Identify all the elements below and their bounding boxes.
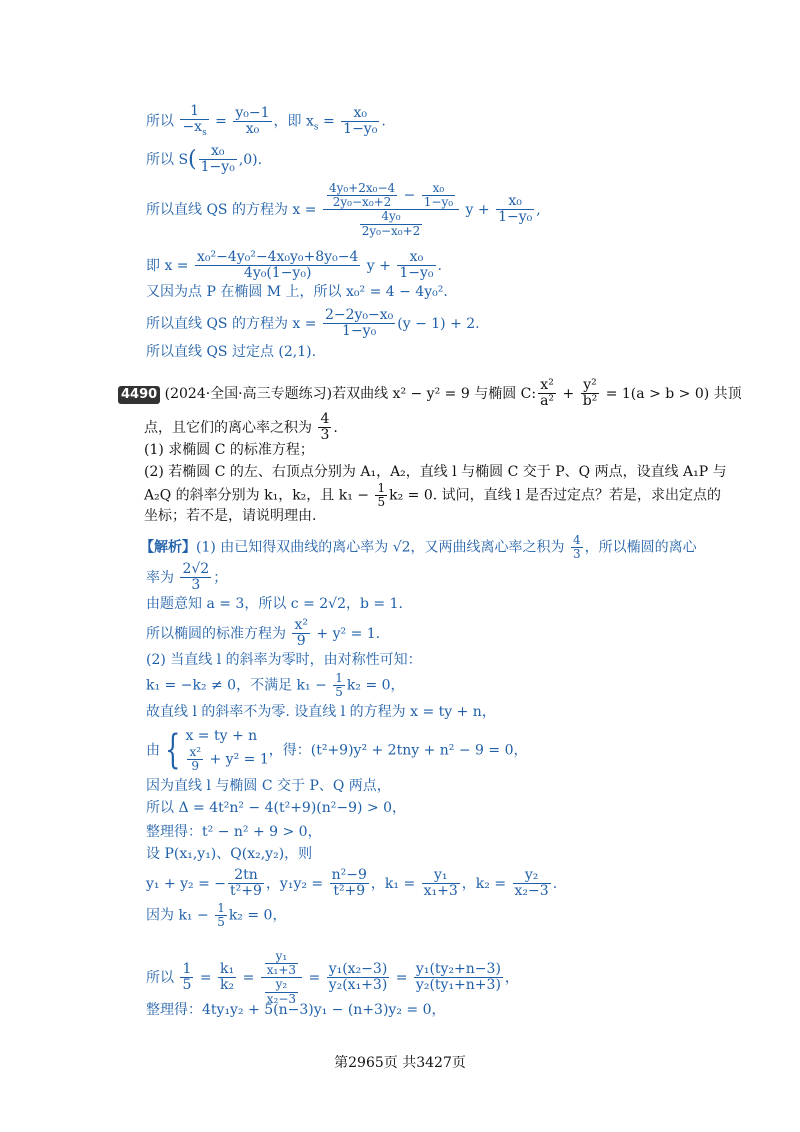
num: 1 xyxy=(182,960,192,977)
fraction xyxy=(360,210,423,237)
num: 2tn xyxy=(228,868,264,884)
question-1: (1) 求椭圆 C 的标准方程； xyxy=(144,442,314,458)
text: ，得：(t²+9)y² + 2tny + n² − 9 = 0， xyxy=(268,742,528,759)
text: 率为 xyxy=(146,569,179,586)
solution-line-14 xyxy=(146,902,286,929)
fraction xyxy=(538,378,556,410)
text: (2024·全国·高三专题练习)若双曲线 x² − y² = 9 与椭圆 C: xyxy=(164,385,537,402)
fraction xyxy=(513,868,551,900)
den: x₁+3 xyxy=(266,963,297,978)
num: y₁ xyxy=(265,950,298,964)
solution-line-4 xyxy=(146,618,380,650)
den: 2y₀−x₀+2 xyxy=(361,223,421,238)
den: y₂(ty₁+n+3) xyxy=(415,977,501,994)
text: ， xyxy=(504,969,519,986)
num: x₀ xyxy=(397,250,435,266)
solution-line-12: 设 P(x₁,y₁)、Q(x₂,y₂)，则 xyxy=(146,846,313,862)
fraction xyxy=(327,182,397,209)
fraction xyxy=(397,250,435,282)
text: , xyxy=(536,201,541,218)
den-text: −x xyxy=(182,119,203,136)
text: k₂ = 0， xyxy=(228,907,287,924)
solution-line-5: (2) 当直线 l 的斜率为零时，由对称性可知： xyxy=(146,652,422,668)
den: a² xyxy=(540,393,555,410)
fraction xyxy=(341,106,379,138)
text: + y² = 1. xyxy=(311,625,381,642)
den: x₂−3 xyxy=(514,883,549,900)
big-den xyxy=(323,210,459,237)
fraction xyxy=(422,182,455,209)
line-1: 所以 $\frac{1}{-x_s}$ = $\frac{\text{y₀−1}}{\text{x₀}}$ ，即 $x_s$ = $\frac{\text{x₀}}{\text{1−y₀}}$ . xyxy=(146,103,386,139)
text: ，所以椭圆的离心 xyxy=(584,539,697,556)
text: 因为 k₁ − xyxy=(146,907,214,924)
text: y₁ + y₂ = − xyxy=(146,875,227,892)
num: y₀−1 xyxy=(235,104,270,121)
num: 1 xyxy=(377,481,386,495)
den: b² xyxy=(582,393,598,410)
fraction xyxy=(215,902,227,929)
den: t²+9 xyxy=(230,883,262,900)
num: 1 xyxy=(335,671,343,685)
text: ，k₂ = xyxy=(461,875,511,892)
solution-line-15 xyxy=(146,950,519,1006)
den: x₁+3 xyxy=(423,883,458,900)
den: 5 xyxy=(217,915,225,930)
num: n²−9 xyxy=(331,867,367,883)
text: 所以直线 QS 的方程为 x = xyxy=(146,315,321,332)
den: 3 xyxy=(191,577,201,594)
text: 即 x = xyxy=(146,257,193,274)
text: k₂ = 0， xyxy=(346,677,405,694)
solution-line-3: 由题意知 a = 3，所以 c = 2√2，b = 1. xyxy=(146,596,403,612)
fraction xyxy=(581,378,600,410)
line-6 xyxy=(146,308,480,340)
text: 所以 xyxy=(146,113,179,130)
text: = 1(a > b > 0) 共顶 xyxy=(601,385,742,402)
text: . xyxy=(333,419,338,436)
num: k₁ xyxy=(220,960,235,977)
num: y₂ xyxy=(265,978,298,992)
problem-line-1 xyxy=(118,378,742,410)
line-4 xyxy=(146,250,442,282)
fraction xyxy=(333,672,345,699)
den: 9 xyxy=(296,633,306,650)
fraction xyxy=(318,412,331,444)
solution-line-16: 整理得：4ty₁y₂ + 5(n−3)y₁ − (n+3)y₂ = 0， xyxy=(146,1002,446,1018)
num: 4 xyxy=(573,533,581,547)
text: = xyxy=(195,969,217,986)
text: ，y₁y₂ = xyxy=(265,875,328,892)
den: x₂−3 xyxy=(266,991,297,1006)
den: 1−y₀ xyxy=(343,121,378,138)
text: (y − 1) + 2. xyxy=(397,315,480,332)
solution-line-11: 整理得：t² − n² + 9 > 0， xyxy=(146,824,322,840)
question-2-line-3: 坐标；若不是，请说明理由. xyxy=(144,508,317,524)
num: y₁(x₂−3) xyxy=(328,960,388,977)
fraction xyxy=(228,868,264,900)
text: ，即 x xyxy=(273,113,314,130)
num: 4 xyxy=(320,411,330,427)
text: k₁ = −k₂ ≠ 0，不满足 k₁ − xyxy=(146,677,332,694)
fraction xyxy=(327,962,390,994)
text: = xyxy=(318,113,340,130)
fraction xyxy=(571,534,583,561)
num: 2√2 xyxy=(182,561,210,577)
text: + xyxy=(558,385,579,402)
brace: { xyxy=(165,727,181,774)
big-fraction xyxy=(261,950,302,1006)
fraction xyxy=(180,962,193,994)
fraction xyxy=(265,950,298,977)
num: x₀ xyxy=(199,144,237,160)
fraction xyxy=(496,194,534,226)
num: x₀²−4y₀²−4x₀y₀+8y₀−4 xyxy=(196,249,359,265)
num: 1 xyxy=(180,104,208,120)
den: 1−y₀ xyxy=(200,159,235,176)
text: − xyxy=(399,187,420,204)
text: A₂Q 的斜率分别为 k₁，k₂，且 k₁ − xyxy=(144,487,374,504)
page-footer: 第2965页 共3427页 xyxy=(334,1055,466,1071)
problem-line-2 xyxy=(144,412,338,444)
fraction xyxy=(414,962,503,994)
text: + y² = 1 xyxy=(205,751,269,768)
den: $-x_s$ xyxy=(182,119,207,139)
text: 所以椭圆的标准方程为 xyxy=(146,625,291,642)
text: ； xyxy=(213,569,228,586)
fraction xyxy=(195,250,360,282)
solution-line-10: 所以 Δ = 4t²n² − 4(t²+9)(n²−9) > 0， xyxy=(146,800,407,816)
fraction xyxy=(180,562,211,594)
line-2 xyxy=(146,144,262,176)
fraction xyxy=(422,868,460,900)
num: y₂ xyxy=(513,868,551,884)
den: x₀ xyxy=(245,121,260,138)
big-fraction xyxy=(323,182,459,238)
num: x² xyxy=(189,744,202,759)
text: y + xyxy=(362,257,396,274)
num: x² xyxy=(294,617,308,633)
text: = xyxy=(304,969,325,986)
num: 2−2y₀−x₀ xyxy=(324,307,394,323)
text: 点，且它们的离心率之积为 xyxy=(144,419,317,436)
den: 5 xyxy=(335,685,343,700)
den: 3 xyxy=(320,427,330,444)
den: 4y₀(1−y₀) xyxy=(243,265,312,282)
solution-line-2 xyxy=(146,562,227,594)
den: 5 xyxy=(182,977,192,994)
equation-system xyxy=(185,728,268,773)
den: 1−y₀ xyxy=(498,209,533,226)
den: 1−y₀ xyxy=(399,265,434,282)
num: x₀ xyxy=(496,194,534,210)
num: x₀ xyxy=(422,182,455,196)
fraction xyxy=(187,746,203,773)
analysis-tag: 【解析】 xyxy=(140,539,196,556)
solution-line-9: 因为直线 l 与椭圆 C 交于 P、Q 两点， xyxy=(146,778,391,794)
fraction xyxy=(233,106,271,138)
den: 3 xyxy=(573,547,581,562)
problem-number-badge: 4490 xyxy=(118,386,160,404)
num: 4y₀ xyxy=(360,210,423,224)
paren: ( xyxy=(188,146,197,172)
question-2-line-1: (2) 若椭圆 C 的左、右顶点分别为 A₁，A₂，直线 l 与椭圆 C 交于 P、Q 两点，设直线 A₁P 与 xyxy=(144,464,727,480)
text: ,0). xyxy=(238,151,263,168)
fraction xyxy=(323,308,395,340)
text: . xyxy=(552,875,558,892)
num: y₁(ty₂+n−3) xyxy=(415,960,501,977)
den: 2y₀−x₀+2 xyxy=(332,195,392,210)
den: t²+9 xyxy=(333,883,366,900)
num: 4y₀+2x₀−4 xyxy=(328,181,396,195)
equation-2 xyxy=(185,746,268,773)
solution-line-7: 故直线 l 的斜率不为零. 设直线 l 的方程为 x = ty + n， xyxy=(146,704,496,720)
big-num xyxy=(261,950,302,978)
den: 1−y₀ xyxy=(342,323,377,340)
num: x₀ xyxy=(341,106,379,122)
fraction xyxy=(292,618,310,650)
text: = xyxy=(391,969,412,986)
text: 所以直线 QS 的方程为 x = xyxy=(146,201,321,218)
num: 1 xyxy=(217,901,225,915)
den: 1−y₀ xyxy=(423,195,454,210)
num: y² xyxy=(581,378,600,394)
fraction xyxy=(375,482,387,509)
line-7: 所以直线 QS 过定点 (2,1). xyxy=(146,344,317,360)
text: ，k₁ = xyxy=(370,875,420,892)
solution-line-6 xyxy=(146,672,405,699)
den: 5 xyxy=(377,495,386,510)
den: 9 xyxy=(191,758,200,773)
text: y + xyxy=(461,201,495,218)
text: = xyxy=(238,969,259,986)
fraction xyxy=(180,104,208,139)
line-3 xyxy=(146,182,541,238)
den: y₂(x₁+3) xyxy=(328,977,388,994)
text: 所以 xyxy=(146,969,179,986)
equation-1: x = ty + n xyxy=(185,728,258,744)
fraction xyxy=(218,962,236,994)
fraction xyxy=(330,868,369,900)
den: k₂ xyxy=(220,977,235,994)
solution-line-1 xyxy=(140,534,697,561)
text: (1) 由已知得双曲线的离心率为 √2，又两曲线离心率之积为 xyxy=(196,539,570,556)
solution-line-13 xyxy=(146,868,557,900)
text: . xyxy=(381,113,386,130)
big-num xyxy=(323,182,459,210)
num: x² xyxy=(538,378,556,394)
text: = xyxy=(210,113,232,130)
fraction xyxy=(199,144,237,176)
num: y₁ xyxy=(422,868,460,884)
text: 由 xyxy=(146,742,160,759)
solution-line-8 xyxy=(146,728,527,773)
text: k₂ = 0. 试问，直线 l 是否过定点？若是，求出定点的 xyxy=(389,487,722,504)
text: 所以 S xyxy=(146,151,189,168)
text: . xyxy=(437,257,442,274)
line-5: 又因为点 P 在椭圆 M 上，所以 x₀² = 4 − 4y₀². xyxy=(146,284,448,300)
